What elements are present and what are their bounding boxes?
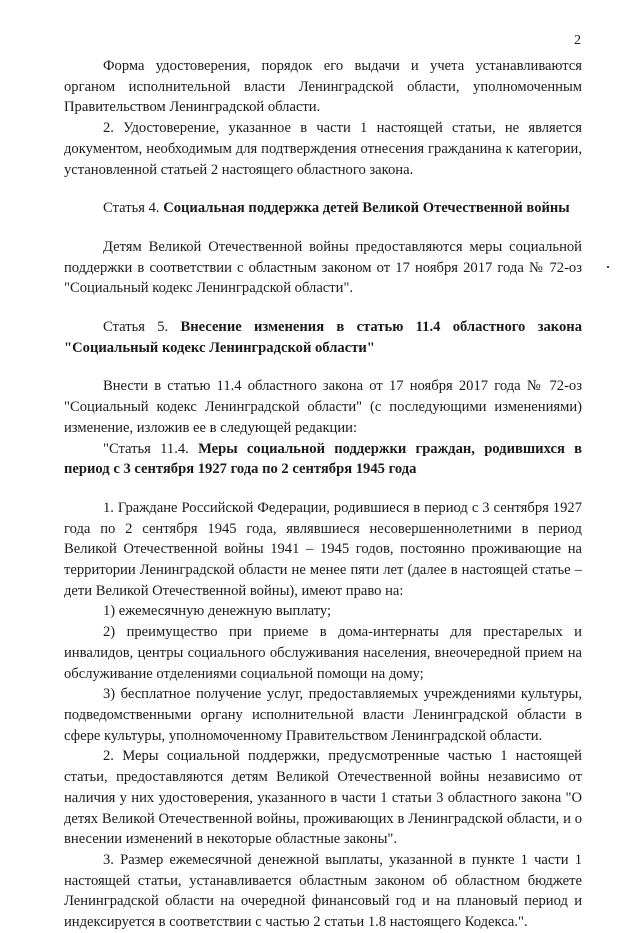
paragraph-part-3: 3. Размер ежемесячной денежной выплаты, указанной в пункте 1 части 1 настоящей статьи, устанавливается областным законом об областном бюджете Ленинградской области на очередной финансовый год и на плановый период и индексируется в соответствии с частью 2 статьи 1.8 настоящего Кодекса.". xyxy=(64,851,582,931)
article-4-heading xyxy=(64,198,582,219)
page-number: 2 xyxy=(574,33,581,48)
paragraph-form-of-certificate: Форма удостоверения, порядок его выдачи и учета устанавливаются органом исполнительной власти Ленинградской области, уполномоченным Правительством Ленинградской области. xyxy=(64,58,582,116)
article-4-prefix: Статья 4. xyxy=(103,200,164,217)
paragraph-article-4-text: Детям Великой Отечественной войны предоставляются меры социальной поддержки в соответствии с областным законом от 17 ноября 2017 года № 72-оз "Социальный кодекс Ленинградской области". xyxy=(64,238,582,297)
list-item-3: 3) бесплатное получение услуг, предоставляемых учреждениями культуры, подведомственными органу исполнительной власти Ленинградской области в сфере культуры, уполномоченному Правительством Ленинградской области. xyxy=(64,686,582,744)
paragraph-certificate-not-required: 2. Удостоверение, указанное в части 1 настоящей статьи, не является документом, необходимым для подтверждения отнесения гражданина к категории, установленной статьей 2 настоящего областного закона. xyxy=(64,120,582,178)
paragraph-part-1: 1. Граждане Российской Федерации, родившиеся в период с 3 сентября 1927 года по 2 сентября 1945 года, являвшиеся несовершеннолетними в период Великой Отечественной войны 1941 – 1945 годов, постоянно проживающие на территории Ленинградской области не менее пяти лет (далее в настоящей статье – дети Великой Отечественной войны), имеют право на: xyxy=(64,499,582,599)
document-body xyxy=(64,56,582,933)
paragraph-article-5-text: Внести в статью 11.4 областного закона от 17 ноября 2017 года № 72-оз "Социальный кодекс Ленинградской области" (с последующими изменениями) изменение, изложив ее в следующей редакции: xyxy=(64,378,582,436)
list-item-2: 2) преимущество при приеме в дома-интернаты для престарелых и инвалидов, центры социального обслуживания населения, внеочередной прием на обслуживание отделениями социальной помощи на дому; xyxy=(64,624,582,682)
article-5-prefix: Статья 5. xyxy=(103,319,181,336)
margin-mark xyxy=(607,266,609,268)
paragraph-part-2: 2. Меры социальной поддержки, предусмотренные частью 1 настоящей статьи, предоставляются детям Великой Отечественной войны независимо от наличия у них удостоверения, указанного в части 1 статьи 3 областного закона "О детях Великой Отечественной войны, проживающих в Ленинградской области, и о внесении изменений в некоторые областные законы". xyxy=(64,748,582,848)
article-5-heading xyxy=(64,317,582,358)
article-11-4-title: Меры социальной поддержки граждан, родившихся в период с 3 сентября 1927 года по 2 сентября 1945 года xyxy=(64,440,582,478)
article-5-title: Внесение изменения в статью 11.4 областного закона "Социальный кодекс Ленинградской области" xyxy=(64,319,583,356)
article-11-4-heading xyxy=(64,439,582,480)
list-item-1: 1) ежемесячную денежную выплату; xyxy=(103,603,332,620)
article-4-title: Социальная поддержка детей Великой Отечественной войны xyxy=(163,200,570,217)
article-11-4-prefix: "Статья 11.4. xyxy=(103,440,199,457)
